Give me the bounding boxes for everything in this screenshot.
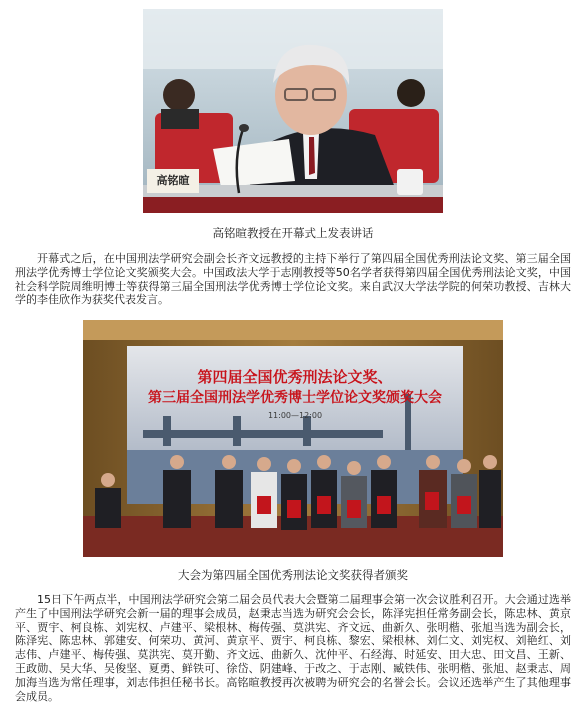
award-photo-caption: 大会为第四届全国优秀刑法论文奖获得者颁奖 bbox=[178, 568, 408, 582]
speaker-nameplate: 高铭暄 bbox=[156, 174, 190, 187]
speaker-photo-caption: 高铭暄教授在开幕式上发表讲话 bbox=[212, 226, 374, 240]
award-ceremony-drawing bbox=[83, 320, 503, 557]
banner-title-line2: 第三届全国刑法学优秀博士学位论文奖颁奖大会 bbox=[148, 390, 442, 406]
banner-time: 11:00—12:00 bbox=[267, 411, 323, 420]
speaker-photo bbox=[143, 9, 443, 213]
award-ceremony-photo bbox=[83, 320, 503, 557]
banner-title-line1: 第四届全国优秀刑法论文奖、 bbox=[197, 368, 393, 386]
council-meeting-paragraph: 15日下午两点半，中国刑法学研究会第二届会员代表大会暨第二届理事会第一次会议胜利召开。大会通过选举产生了中国刑法学研究会新一届的理事会成员，赵秉志当选为研究会会长，陈泽宪担任常务副会长，陈忠林、黄京平、贾宇、柯良栋、刘宪权、卢建平、梁根林、梅传强、莫洪宪、齐文远、曲新久、张明楷、张旭当选为副会长，陈泽宪、陈忠林、郭建安、何荣功、黄河、黄京平、贾宇、柯良栋、黎宏、梁根林、刘仁文、刘宪权、刘艳红、刘志伟、卢建平、梅传强、莫洪宪、莫开勤、齐文远、曲新久、沈仲平、石经海、时延安、田大忠、田文昌、王新、王政勋、吴大华、吴俊坚、夏勇、鲜铁可、徐岱、阴建峰、于改之、于志刚、臧铁伟、张明楷、张旭、赵秉志、周加海当选为常任理事，刘志伟担任秘书长。高铭暄教授再次被聘为研究会的名誉会长。会议还选举产生了其他理事会成员。 bbox=[15, 593, 571, 703]
award-ceremony-paragraph: 开幕式之后，在中国刑法学研究会副会长齐文远教授的主持下举行了第四届全国优秀刑法论文奖、第三届全国刑法学优秀博士学位论文奖颁奖大会。中国政法大学于志刚教授等50名学者获得第四届全国优秀刑法论文奖，中国社会科学院周维明博士等获得第三届全国刑法学优秀博士学位论文奖。来自武汉大学法学院的何荣功教授、吉林大学的李佳欣作为获奖代表发言。 bbox=[15, 252, 571, 307]
